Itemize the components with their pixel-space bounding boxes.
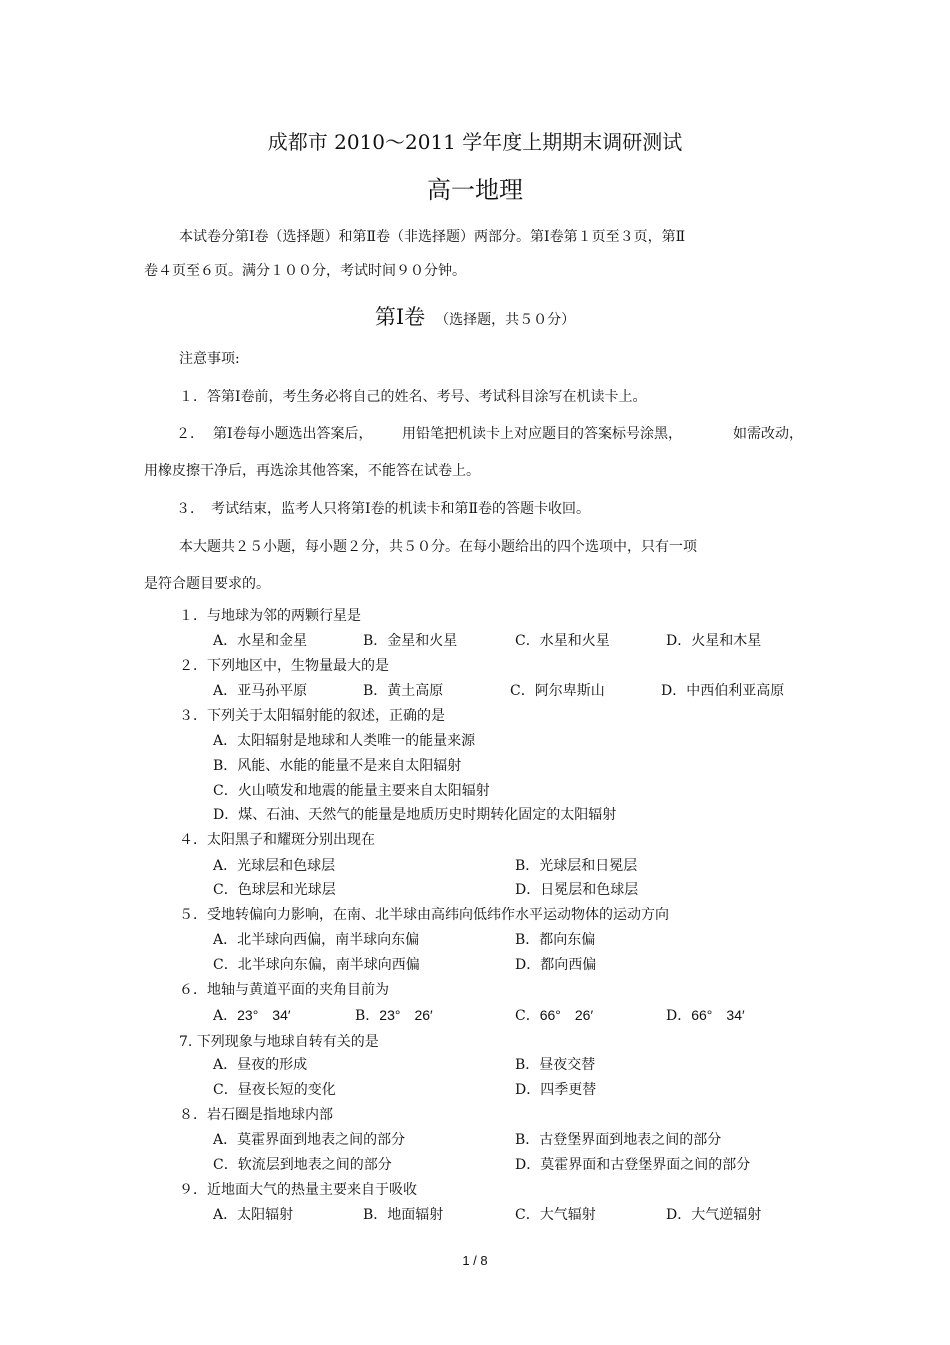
- question-2: ２．下列地区中，生物量最大的是: [179, 658, 389, 674]
- q5-option-b: B．都向东偏: [515, 932, 596, 948]
- q6-option-b: [355, 1006, 433, 1025]
- q2-option-b: B．黄土高原: [363, 683, 444, 699]
- q4-option-c: C．色球层和光球层: [213, 882, 336, 898]
- question-9: ９．近地面大气的热量主要来自于吸收: [179, 1182, 417, 1198]
- q3-option-b: B．风能、水能的能量不是来自太阳辐射: [213, 758, 462, 774]
- note-2-part-3: 如需改动，: [733, 426, 803, 442]
- subject-title: 高一地理: [427, 176, 523, 204]
- q8-option-c: C．软流层到地表之间的部分: [213, 1157, 392, 1173]
- note-1: １．答第Ⅰ卷前，考生务必将自己的姓名、考号、考试科目涂写在机读卡上。: [179, 389, 647, 405]
- q9-option-b: B．地面辐射: [363, 1207, 444, 1223]
- q6-option-b-value: 23° 26′: [379, 1007, 433, 1023]
- q4-option-b: B．光球层和日冕层: [515, 858, 638, 874]
- question-1: １．与地球为邻的两颗行星是: [179, 608, 361, 624]
- question-7: 7. 下列现象与地球自转有关的是: [179, 1034, 379, 1050]
- notes-heading: 注意事项:: [179, 351, 240, 367]
- note-2-line-2: 用橡皮擦干净后，再选涂其他答案，不能答在试卷上。: [144, 463, 480, 479]
- q6-option-a-letter: A．: [213, 1008, 238, 1024]
- q1-option-d: D．火星和木星: [666, 633, 762, 649]
- intro-line-2: 卷４页至６页。满分１００分，考试时间９０分钟。: [144, 263, 466, 279]
- q7-option-b: B．昼夜交替: [515, 1057, 596, 1073]
- note-2-part-2: 用铅笔把机读卡上对应题目的答案标号涂黑，: [402, 426, 682, 442]
- q4-option-d: D．日冕层和色球层: [515, 882, 639, 898]
- q6-option-a: [213, 1006, 291, 1025]
- section-heading: [0, 304, 950, 333]
- q5-option-a: A．北半球向西偏，南半球向东偏: [213, 932, 420, 948]
- q8-option-b: B．古登堡界面到地表之间的部分: [515, 1132, 722, 1148]
- q9-option-d: D．大气逆辐射: [666, 1207, 762, 1223]
- q9-option-c: C．大气辐射: [515, 1207, 596, 1223]
- q3-option-a: A．太阳辐射是地球和人类唯一的能量来源: [213, 733, 476, 749]
- q6-option-b-letter: B．: [355, 1008, 380, 1024]
- q2-option-d: D．中西伯利亚高原: [661, 683, 785, 699]
- q6-option-c-letter: C．: [515, 1008, 540, 1024]
- instructions-line-2: 是符合题目要求的。: [144, 576, 270, 592]
- q6-option-d-value: 66° 34′: [691, 1007, 745, 1023]
- question-8: ８．岩石圈是指地球内部: [179, 1107, 333, 1123]
- section-title: 第Ⅰ卷: [374, 305, 426, 329]
- intro-line-1: 本试卷分第Ⅰ卷（选择题）和第Ⅱ卷（非选择题）两部分。第Ⅰ卷第１页至３页，第Ⅱ: [179, 229, 686, 245]
- section-note: （选择题，共５０分）: [435, 312, 576, 328]
- q5-option-c: C．北半球向东偏，南半球向西偏: [213, 957, 420, 973]
- note-3-number: ３．: [176, 501, 204, 517]
- q2-option-a: A．亚马孙平原: [213, 683, 308, 699]
- q7-option-a: A．昼夜的形成: [213, 1057, 308, 1073]
- q9-option-a: A．太阳辐射: [213, 1207, 294, 1223]
- q1-option-a: A．水星和金星: [213, 633, 308, 649]
- q7-option-c: C．昼夜长短的变化: [213, 1082, 336, 1098]
- note-2-number: ２．: [176, 426, 204, 442]
- q3-option-d: D．煤、石油、天然气的能量是地质历史时期转化固定的太阳辐射: [213, 807, 617, 823]
- q6-option-c-value: 66° 26′: [539, 1007, 594, 1023]
- q5-option-d: D．都向西偏: [515, 957, 597, 973]
- instructions-line-1: 本大题共２５小题，每小题２分，共５０分。在每小题给出的四个选项中，只有一项: [179, 539, 697, 555]
- q6-option-d: [666, 1006, 745, 1025]
- q6-option-c: [515, 1006, 593, 1025]
- q1-option-c: C．水星和火星: [515, 633, 610, 649]
- q6-option-a-value: 23° 34′: [237, 1007, 291, 1023]
- exam-title: 成都市 2010～2011 学年度上期期末调研测试: [267, 130, 683, 154]
- q6-option-d-letter: D．: [666, 1008, 692, 1024]
- q2-option-c: C．阿尔卑斯山: [510, 683, 605, 699]
- note-3-text: 考试结束，监考人只将第Ⅰ卷的机读卡和第Ⅱ卷的答题卡收回。: [211, 501, 591, 517]
- question-5: ５．受地转偏向力影响，在南、北半球由高纬向低纬作水平运动物体的运动方向: [179, 907, 669, 923]
- q8-option-d: D．莫霍界面和古登堡界面之间的部分: [515, 1157, 751, 1173]
- q4-option-a: A．光球层和色球层: [213, 858, 336, 874]
- question-3: ３．下列关于太阳辐射能的叙述，正确的是: [179, 708, 445, 724]
- question-4: ４．太阳黑子和耀斑分别出现在: [179, 832, 375, 848]
- note-2-part-1: 第Ⅰ卷每小题选出答案后，: [213, 426, 373, 442]
- question-6: ６．地轴与黄道平面的夹角目前为: [179, 982, 389, 998]
- q7-option-d: D．四季更替: [515, 1082, 597, 1098]
- q1-option-b: B．金星和火星: [363, 633, 458, 649]
- page-number: 1 / 8: [462, 1253, 488, 1268]
- q8-option-a: A．莫霍界面到地表之间的部分: [213, 1132, 406, 1148]
- q3-option-c: C．火山喷发和地震的能量主要来自太阳辐射: [213, 783, 490, 799]
